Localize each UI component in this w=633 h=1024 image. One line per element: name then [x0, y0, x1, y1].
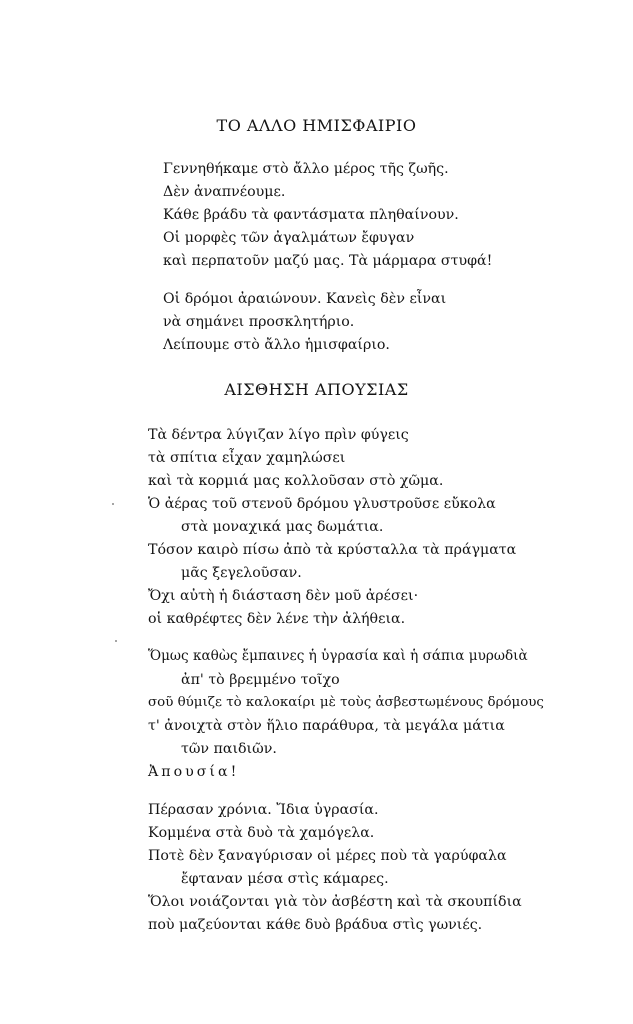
poem2-line: Ὁ ἀέρας τοῦ στενοῦ δρόμου γλυστροῦσε εὔκολα — [148, 496, 496, 512]
poem2-line-apousia: Ἀπουσία! — [148, 764, 240, 780]
poem1-line: Οἱ δρόμοι ἀραιώνουν. Κανεὶς δὲν εἶναι — [163, 291, 447, 307]
scan-speck — [112, 503, 114, 505]
poem2-line-indented: μᾶς ξεγελοῦσαν. — [181, 565, 302, 581]
poem1-line: Κάθε βράδυ τὰ φαντάσματα πληθαίνουν. — [163, 207, 459, 223]
scan-speck — [115, 640, 117, 642]
poem2-line-indented: στὰ μοναχικά μας δωμάτια. — [181, 519, 384, 535]
poem2-line: ποὺ μαζεύονται κάθε δυὸ βράδυα στὶς γωνιές. — [148, 917, 483, 933]
poem2-line: τὰ σπίτια εἶχαν χαμηλώσει — [148, 450, 346, 466]
poem2-line-indented: ἀπ' τὸ βρεμμένο τοῖχο — [181, 672, 340, 688]
poem1-line: Δὲν ἀναπνέουμε. — [163, 184, 286, 200]
poem2-line-indented: τῶν παιδιῶν. — [181, 741, 277, 757]
poem2-line: Ὄχι αὐτὴ ἡ διάσταση δὲν μοῦ ἀρέσει· — [148, 588, 419, 604]
poem2-line: Πέρασαν χρόνια. Ἴδια ὑγρασία. — [148, 802, 379, 818]
poem2-line: Ὅμως καθὼς ἔμπαινες ἡ ὑγρασία καὶ ἡ σάπια μυρωδιὰ — [148, 648, 528, 664]
poem1-line: Γεννηθήκαμε στὸ ἄλλο μέρος τῆς ζωῆς. — [163, 161, 449, 177]
poem1-line: καὶ περπατοῦν μαζύ μας. Τὰ μάρμαρα στυφά! — [163, 253, 493, 269]
poem2-line: Ποτὲ δὲν ξαναγύρισαν οἱ μέρες ποὺ τὰ γαρύφαλα — [148, 848, 507, 864]
poem1-line: νὰ σημάνει προσκλητήριο. — [163, 314, 355, 330]
poem1-line: Λείπουμε στὸ ἄλλο ἡμισφαίριο. — [163, 337, 390, 353]
poem-title-allo-imisfairio: ΤΟ ΑΛΛΟ ΗΜΙΣΦΑΙΡΙΟ — [216, 116, 417, 135]
poem-title-aisthisi-apousias: ΑΙΣΘΗΣΗ ΑΠΟΥΣΙΑΣ — [224, 380, 409, 399]
poem2-line: σοῦ θύμιζε τὸ καλοκαίρι μὲ τοὺς ἀσβεστωμένους δρόμους — [148, 695, 544, 710]
poem2-line: τ' ἀνοιχτὰ στὸν ἥλιο παράθυρα, τὰ μεγάλα μάτια — [148, 718, 505, 734]
poem2-line: οἱ καθρέφτες δὲν λένε τὴν ἀλήθεια. — [148, 611, 406, 627]
poem2-line: Κομμένα στὰ δυὸ τὰ χαμόγελα. — [148, 825, 375, 841]
poem1-line: Οἱ μορφὲς τῶν ἀγαλμάτων ἔφυγαν — [163, 230, 415, 246]
poem2-line: Τὰ δέντρα λύγιζαν λίγο πρὶν φύγεις — [148, 427, 409, 443]
poem2-line: καὶ τὰ κορμιά μας κολλοῦσαν στὸ χῶμα. — [148, 473, 444, 489]
poem2-line: Ὅλοι νοιάζονται γιὰ τὸν ἀσβέστη καὶ τὰ σκουπίδια — [148, 894, 522, 910]
poem2-line: Τόσον καιρὸ πίσω ἀπὸ τὰ κρύσταλλα τὰ πράγματα — [148, 542, 517, 558]
poem2-line-indented: ἔφταναν μέσα στὶς κάμαρες. — [181, 871, 389, 887]
